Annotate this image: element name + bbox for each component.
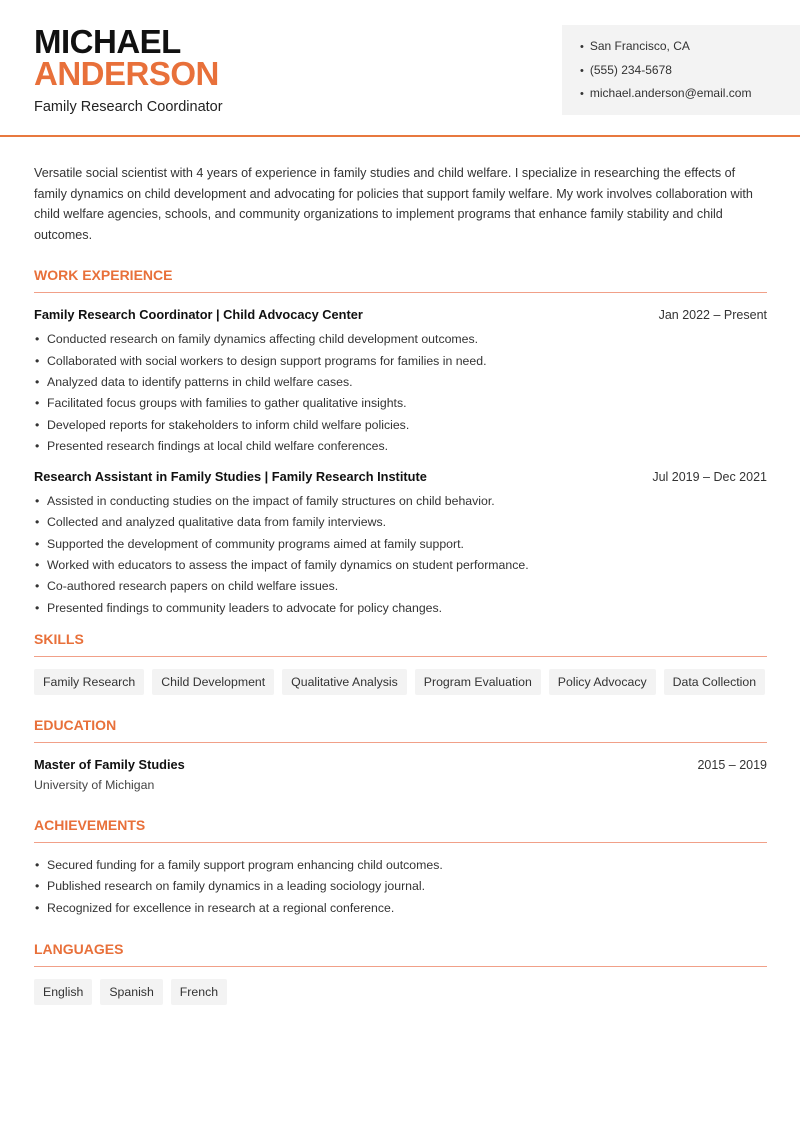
job-position: Research Assistant in Family Studies | Family Research Institute bbox=[34, 469, 427, 485]
last-name: ANDERSON bbox=[34, 55, 219, 92]
job-bullet: • Assisted in conducting studies on the impact of family structures on child behavior. bbox=[34, 491, 767, 512]
languages-list bbox=[34, 979, 767, 1005]
job-bullet: • Worked with educators to assess the impact of family dynamics on student performance. bbox=[34, 555, 767, 576]
resume-header bbox=[0, 0, 800, 137]
job-entry bbox=[34, 467, 767, 619]
skill-tag: Qualitative Analysis bbox=[282, 669, 407, 695]
job-dates: Jul 2019 – Dec 2021 bbox=[652, 470, 767, 485]
job-dates: Jan 2022 – Present bbox=[658, 308, 767, 323]
achievement-item: • Published research on family dynamics in a leading sociology journal. bbox=[34, 876, 767, 897]
section-heading-education: EDUCATION bbox=[34, 717, 767, 743]
job-position: Family Research Coordinator | Child Advocacy Center bbox=[34, 307, 363, 323]
job-bullet: • Presented findings to community leaders to advocate for policy changes. bbox=[34, 598, 767, 619]
job-bullet: • Analyzed data to identify patterns in child welfare cases. bbox=[34, 372, 767, 393]
section-heading-achievements: ACHIEVEMENTS bbox=[34, 817, 767, 843]
first-name: MICHAEL bbox=[34, 23, 181, 60]
education-dates: 2015 – 2019 bbox=[697, 757, 767, 772]
job-bullet: • Co-authored research papers on child welfare issues. bbox=[34, 576, 767, 597]
education-entry bbox=[34, 755, 767, 775]
job-header bbox=[34, 467, 767, 487]
skills-list bbox=[34, 669, 767, 695]
achievement-item: • Secured funding for a family support program enhancing child outcomes. bbox=[34, 855, 767, 876]
language-tag: Spanish bbox=[100, 979, 162, 1005]
job-bullet: • Collected and analyzed qualitative data from family interviews. bbox=[34, 512, 767, 533]
language-tag: French bbox=[171, 979, 227, 1005]
degree: Master of Family Studies bbox=[34, 756, 185, 772]
job-bullets bbox=[34, 329, 767, 457]
section-heading-languages: LANGUAGES bbox=[34, 941, 767, 967]
job-bullet: • Developed reports for stakeholders to inform child welfare policies. bbox=[34, 415, 767, 436]
job-title: Family Research Coordinator bbox=[34, 99, 223, 115]
contact-phone: • (555) 234-5678 bbox=[580, 62, 800, 86]
summary: Versatile social scientist with 4 years of experience in family studies and child welfare. I specialize in researching the effects of family dynamics on child development and advocating for policies that support family welfare. My work involves collaboration with child welfare agencies, schools, and community organizations to implement programs that enhance family stability and child outcomes. bbox=[34, 166, 753, 242]
achievements-list bbox=[34, 855, 767, 919]
job-bullet: • Conducted research on family dynamics affecting child development outcomes. bbox=[34, 329, 767, 350]
school: University of Michigan bbox=[34, 777, 155, 792]
skill-tag: Policy Advocacy bbox=[549, 669, 656, 695]
job-bullet: • Supported the development of community programs aimed at family support. bbox=[34, 534, 767, 555]
skill-tag: Program Evaluation bbox=[415, 669, 541, 695]
skill-tag: Family Research bbox=[34, 669, 144, 695]
job-bullet: • Presented research findings at local child welfare conferences. bbox=[34, 436, 767, 457]
achievement-item: • Recognized for excellence in research at a regional conference. bbox=[34, 898, 767, 919]
resume-body bbox=[34, 163, 767, 1005]
contact-email[interactable]: • michael.anderson@email.com bbox=[580, 85, 800, 109]
section-heading-skills: SKILLS bbox=[34, 631, 767, 657]
skill-tag: Data Collection bbox=[664, 669, 765, 695]
section-heading-work: WORK EXPERIENCE bbox=[34, 267, 767, 293]
job-entry bbox=[34, 305, 767, 457]
job-bullet: • Facilitated focus groups with families to gather qualitative insights. bbox=[34, 393, 767, 414]
language-tag: English bbox=[34, 979, 92, 1005]
contact-box bbox=[562, 25, 800, 115]
contact-location: • San Francisco, CA bbox=[580, 38, 800, 62]
job-bullets bbox=[34, 491, 767, 619]
job-header bbox=[34, 305, 767, 325]
job-bullet: • Collaborated with social workers to design support programs for families in need. bbox=[34, 351, 767, 372]
skill-tag: Child Development bbox=[152, 669, 274, 695]
